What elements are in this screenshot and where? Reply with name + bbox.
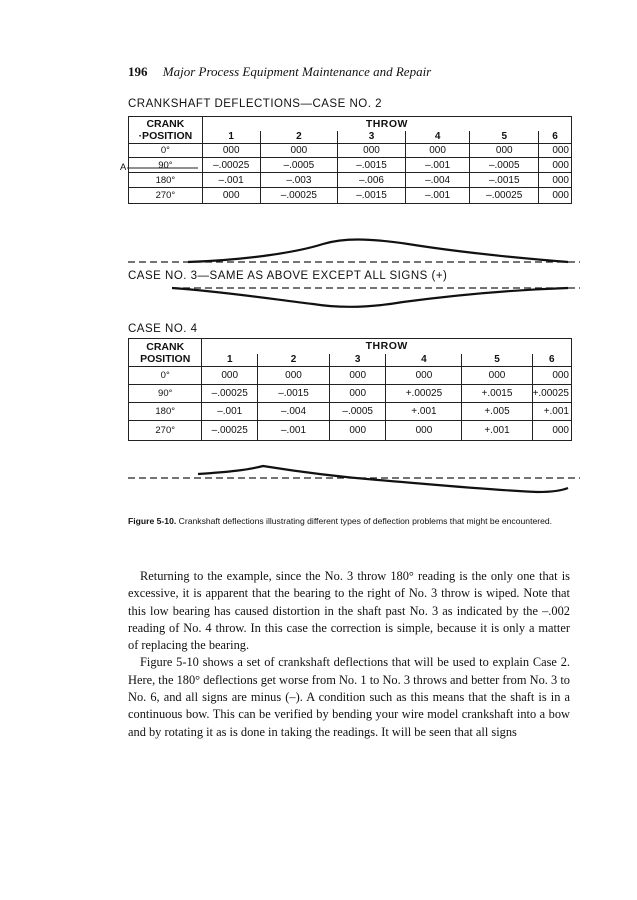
deflection-cell: 000 [258, 367, 330, 385]
deflection-cell: –.0005 [260, 158, 338, 173]
case2-throw-number: 4 [405, 131, 470, 144]
case4-throw-number: 3 [330, 354, 386, 367]
case2-deflection-curve [128, 230, 580, 270]
case4-crank-header: CRANK POSITION [129, 339, 202, 367]
deflection-cell: –.0005 [470, 158, 539, 173]
body-paragraph-1: Returning to the example, since the No. 3 throw 180° reading is the only one that is excessive, it is apparent that the bearing to the right of No. 3 throw is wiped. Note that this low bearing has caused distortion in the shaft past No. 3 as indicated by the –.002 reading of No. 4 throw. In this case the correction is simple, because it is only a matter of replacing the bearing. [128, 569, 570, 653]
crank-position-cell: 180° [129, 403, 202, 421]
case4-table [128, 338, 572, 441]
deflection-cell: –.001 [202, 403, 258, 421]
table-row [129, 385, 572, 403]
case4-throw-number: 2 [258, 354, 330, 367]
case4-throw-number: 1 [202, 354, 258, 367]
deflection-cell: 000 [202, 144, 260, 158]
figure-caption [128, 516, 568, 527]
deflection-cell: 000 [386, 421, 462, 441]
deflection-cell: –.00025 [202, 158, 260, 173]
deflection-cell: 000 [539, 188, 572, 204]
deflection-cell: 000 [539, 173, 572, 188]
deflection-cell: +.00025 [386, 385, 462, 403]
page-number: 196 [128, 64, 148, 79]
deflection-cell: +.001 [532, 403, 571, 421]
case2-throw-number: 1 [202, 131, 260, 144]
case4-throw-number: 4 [386, 354, 462, 367]
case3-title: CASE NO. 3—SAME AS ABOVE EXCEPT ALL SIGNS (+) [128, 270, 448, 282]
deflection-cell: 000 [330, 385, 386, 403]
deflection-cell: –.004 [258, 403, 330, 421]
deflection-cell: 000 [338, 144, 406, 158]
deflection-cell: 000 [532, 421, 571, 441]
deflection-cell: –.004 [405, 173, 470, 188]
case2-side-label-line [0, 0, 200, 200]
crank-position-cell: 0° [129, 144, 203, 158]
deflection-cell: –.001 [202, 173, 260, 188]
case2-throw-number: 6 [539, 131, 572, 144]
case2-throw-number: 2 [260, 131, 338, 144]
deflection-cell: 000 [539, 158, 572, 173]
case2-throw-header: THROW [202, 117, 571, 131]
deflection-cell: 000 [462, 367, 532, 385]
table-row [129, 421, 572, 441]
deflection-cell: –.00025 [202, 385, 258, 403]
deflection-cell: 000 [386, 367, 462, 385]
deflection-cell: +.001 [462, 421, 532, 441]
case2-crank-header: CRANK ·POSITION [129, 117, 203, 144]
deflection-cell: 000 [470, 144, 539, 158]
deflection-cell: 000 [532, 367, 571, 385]
case4-throw-number: 6 [532, 354, 571, 367]
case4-deflection-curve [128, 456, 580, 498]
table-row [129, 403, 572, 421]
case2-title: CRANKSHAFT DEFLECTIONS—CASE NO. 2 [128, 98, 382, 110]
deflection-cell: –.003 [260, 173, 338, 188]
deflection-cell: –.001 [405, 158, 470, 173]
table-row [129, 367, 572, 385]
deflection-cell: 000 [260, 144, 338, 158]
deflection-cell: 000 [202, 188, 260, 204]
deflection-cell: +.00025 [532, 385, 571, 403]
deflection-cell: –.0015 [338, 188, 406, 204]
crank-position-cell: 180° [129, 173, 203, 188]
crank-position-cell: 270° [129, 188, 203, 204]
deflection-cell: –.006 [338, 173, 406, 188]
case2-side-label: A [120, 162, 127, 173]
case3-deflection-curve [128, 282, 580, 316]
deflection-cell: –.00025 [260, 188, 338, 204]
deflection-cell: –.0015 [338, 158, 406, 173]
case4-throw-header: THROW [202, 339, 572, 354]
deflection-cell: +.005 [462, 403, 532, 421]
crank-position-cell: 270° [129, 421, 202, 441]
deflection-cell: –.0005 [330, 403, 386, 421]
deflection-cell: –.00025 [202, 421, 258, 441]
book-title: Major Process Equipment Maintenance and Repair [162, 64, 432, 79]
deflection-cell: 000 [330, 367, 386, 385]
deflection-cell: –.00025 [470, 188, 539, 204]
case2-throw-number: 5 [470, 131, 539, 144]
crank-position-cell: 90° [129, 385, 202, 403]
figure-label: Figure 5-10. [128, 516, 177, 526]
deflection-cell: –.001 [405, 188, 470, 204]
deflection-cell: +.001 [386, 403, 462, 421]
figure-caption-text: Crankshaft deflections illustrating different types of deflection problems that might be encountered. [178, 516, 553, 526]
crank-position-cell: 90° [129, 158, 203, 173]
deflection-cell: +.0015 [462, 385, 532, 403]
deflection-cell: 000 [405, 144, 470, 158]
deflection-cell: 000 [202, 367, 258, 385]
deflection-cell: 000 [539, 144, 572, 158]
body-paragraph-2: Figure 5-10 shows a set of crankshaft deflections that will be used to explain Case 2. Here, the 180° deflections get worse from No. 1 to No. 3 throws and better from No. 3 to No. 6, and all signs are minus (–). A condition such as this means that the shaft is in a continuous bow. This can be verified by bending your wire model crankshaft into a bow and by rotating it as is done in taking the readings. It will be seen that all signs [128, 655, 570, 739]
deflection-cell: –.0015 [470, 173, 539, 188]
crank-position-cell: 0° [129, 367, 202, 385]
body-text [128, 568, 570, 741]
deflection-cell: 000 [330, 421, 386, 441]
case2-throw-number: 3 [338, 131, 406, 144]
deflection-cell: –.0015 [258, 385, 330, 403]
case4-throw-number: 5 [462, 354, 532, 367]
deflection-cell: –.001 [258, 421, 330, 441]
case4-title: CASE NO. 4 [128, 323, 198, 335]
